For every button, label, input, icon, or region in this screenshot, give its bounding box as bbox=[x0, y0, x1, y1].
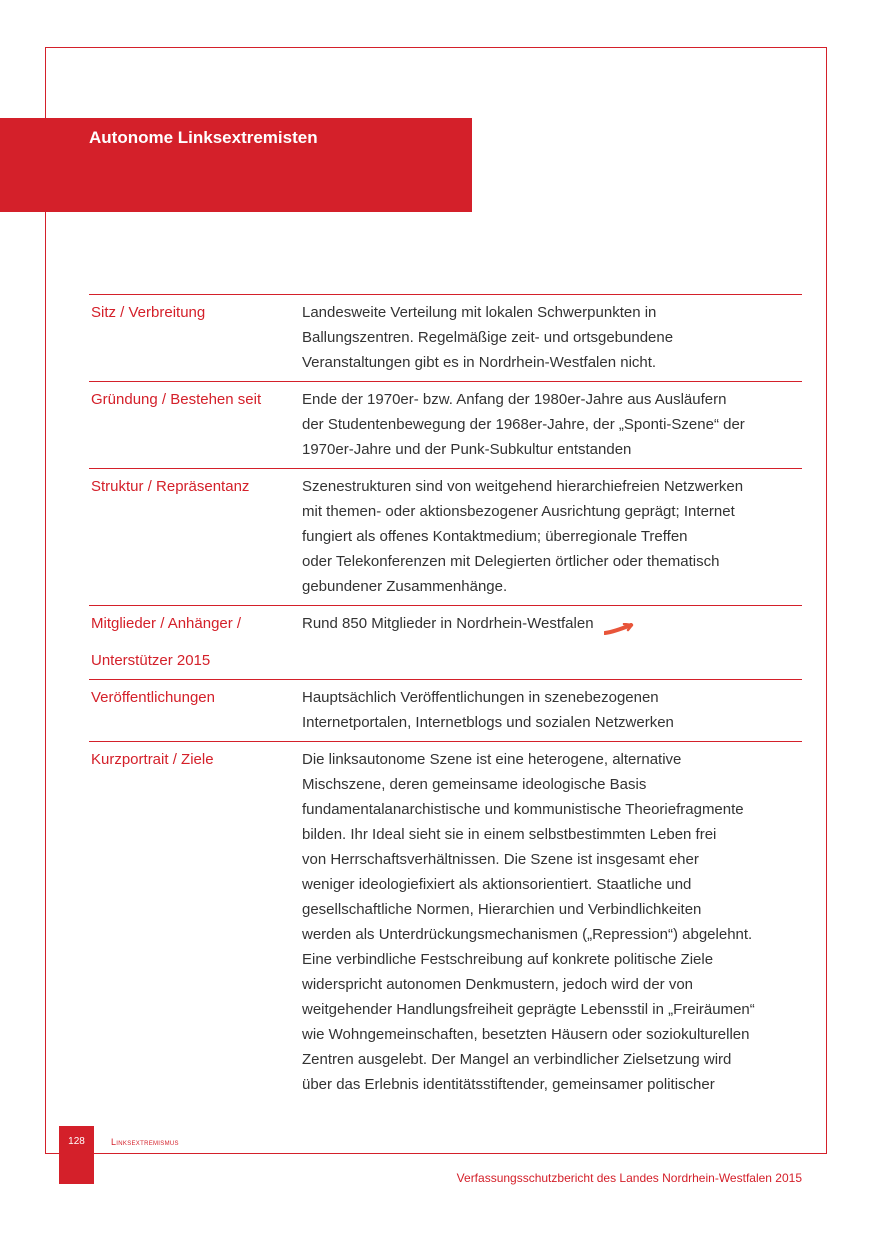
member-count-text: Rund 850 Mitglieder in Nordrhein-Westfalen bbox=[302, 615, 594, 632]
row-label: Sitz / Verbreitung bbox=[91, 304, 206, 321]
page-title: Autonome Linksextremisten bbox=[89, 128, 318, 147]
row-label: Mitglieder / Anhänger / bbox=[91, 615, 242, 632]
row-label: Veröffentlichungen bbox=[91, 689, 215, 706]
row-text-line: bilden. Ihr Ideal sieht sie in einem selbstbestimmten Leben frei bbox=[302, 826, 717, 843]
table-row bbox=[89, 295, 802, 382]
table-row bbox=[89, 382, 802, 469]
table-row bbox=[89, 742, 802, 1104]
table-row bbox=[89, 469, 802, 606]
title-band bbox=[0, 118, 472, 212]
row-text-line: über das Erlebnis identitätsstiftender, gemeinsamer politischer bbox=[302, 1076, 715, 1093]
row-text-line: oder Telekonferenzen mit Delegierten örtlicher oder thematisch bbox=[302, 553, 720, 570]
table-row bbox=[89, 680, 802, 742]
row-text-line: Zentren ausgelebt. Der Mangel an verbindlicher Zielsetzung wird bbox=[302, 1051, 732, 1068]
row-text-line: 1970er-Jahre und der Punk-Subkultur entstanden bbox=[302, 441, 632, 458]
row-text-line bbox=[302, 611, 802, 636]
table-row bbox=[89, 606, 802, 680]
row-text-line: Eine verbindliche Festschreibung auf konkrete politische Ziele bbox=[302, 951, 714, 968]
row-text-line: Szenestrukturen sind von weitgehend hierarchiefreien Netzwerken bbox=[302, 478, 744, 495]
row-text-line: widerspricht autonomen Denkmustern, jedoch wird der von bbox=[302, 976, 694, 993]
row-text-line: Ende der 1970er- bzw. Anfang der 1980er-Jahre aus Ausläufern bbox=[302, 391, 727, 408]
row-text-line: Internetportalen, Internetblogs und sozialen Netzwerken bbox=[302, 714, 674, 731]
row-label: Kurzportrait / Ziele bbox=[91, 751, 214, 768]
row-text-line: Veranstaltungen gibt es in Nordrhein-Westfalen nicht. bbox=[302, 354, 657, 371]
row-text-line: der Studentenbewegung der 1968er-Jahre, der „Sponti-Szene“ der bbox=[302, 416, 745, 433]
row-text-line: Hauptsächlich Veröffentlichungen in szenebezogenen bbox=[302, 689, 659, 706]
row-text-line: fungiert als offenes Kontaktmedium; überregionale Treffen bbox=[302, 528, 688, 545]
row-text-line: gesellschaftliche Normen, Hierarchien und Verbindlichkeiten bbox=[302, 901, 702, 918]
row-text-line: mit themen- oder aktionsbezogener Ausrichtung geprägt; Internet bbox=[302, 503, 735, 520]
row-text-line: von Herrschaftsverhältnissen. Die Szene ist insgesamt eher bbox=[302, 851, 699, 868]
info-table bbox=[89, 294, 802, 1103]
report-title: Verfassungsschutzbericht des Landes Nordrhein-Westfalen 2015 bbox=[456, 1171, 802, 1185]
row-text-line: fundamentalanarchistische und kommunistische Theoriefragmente bbox=[302, 801, 744, 818]
section-name: Linksextremismus bbox=[111, 1137, 179, 1147]
row-text-line: gebundener Zusammenhänge. bbox=[302, 578, 508, 595]
page-number-box bbox=[59, 1126, 94, 1184]
row-text-line: Die linksautonome Szene ist eine heterogene, alternative bbox=[302, 751, 682, 768]
row-text-line: Mischszene, deren gemeinsame ideologische Basis bbox=[302, 776, 647, 793]
arrow-up-icon bbox=[604, 618, 634, 630]
row-text-line: wie Wohngemeinschaften, besetzten Häusern oder soziokulturellen bbox=[302, 1026, 750, 1043]
page-number: 128 bbox=[68, 1136, 85, 1147]
row-text-line: Ballungszentren. Regelmäßige zeit- und ortsgebundene bbox=[302, 329, 674, 346]
row-text-line: werden als Unterdrückungsmechanismen („Repression“) abgelehnt. bbox=[302, 926, 753, 943]
row-label: Gründung / Bestehen seit bbox=[91, 391, 262, 408]
row-text-line: weniger ideologiefixiert als aktionsorientiert. Staatliche und bbox=[302, 876, 692, 893]
row-label: Struktur / Repräsentanz bbox=[91, 478, 250, 495]
row-label-second-line: Unterstützer 2015 bbox=[91, 652, 211, 669]
row-text-line: weitgehender Handlungsfreiheit geprägte Lebensstil in „Freiräumen“ bbox=[302, 1001, 755, 1018]
row-text-line: Landesweite Verteilung mit lokalen Schwerpunkten in bbox=[302, 304, 657, 321]
